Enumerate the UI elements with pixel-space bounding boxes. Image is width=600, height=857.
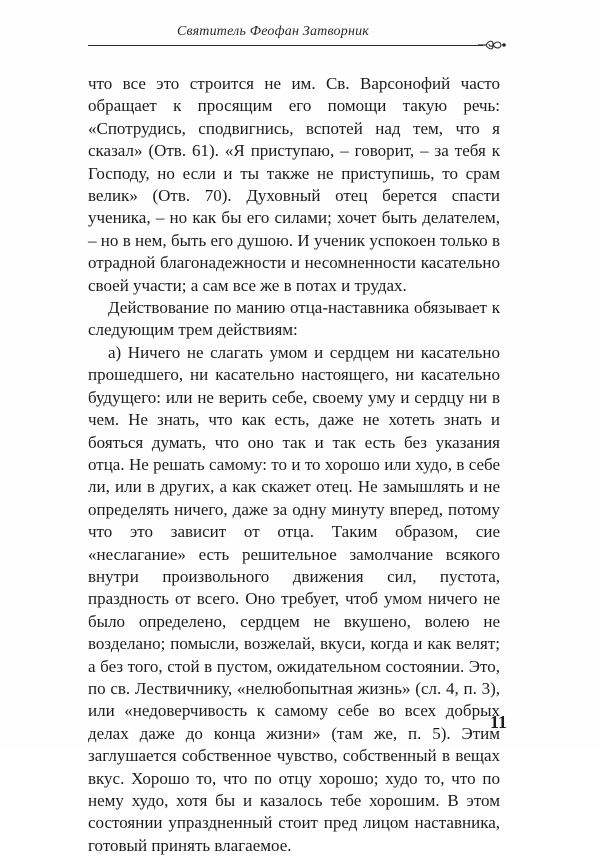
paragraph-2: Действование по манию отца-наставника обязывает к следующим трем действиям:: [88, 298, 500, 340]
body-text: [88, 73, 500, 857]
running-header: [88, 22, 513, 52]
paragraph-3: а) Ничего не слагать умом и сердцем ни касательно прошедшего, ни касательно настоящего, ни касательно будущего: или не верить себе, своему уму и сердцу ни в чем. Не знать, что как есть, даже не хотеть знать и бояться думать, что оно так и так есть без указания отца. Не решать самому: то и то хорошо или худо, в себе ли, или в других, а как скажет отец. Не замышлять и не определять ничего, даже за одну минуту вперед, потому что это зависит от отца. Таким образом, сие «неслагание» есть решительное замолчание всякого внутри произвольного движения сил, пустота, праздность от всего. Оно требует, чтоб умом ничего не было определено, сердцем не вкушено, волею не возделано; помысли, возжелай, вкуси, когда и как велят; а без того, стой в пустом, ожидательном состоянии. Это, по св. Лествичнику, «нелюбопытная жизнь» (сл. 4, п. 3), или «недоверчивость к самому себе во всех добрых делах даже до конца жизни» (там же, п. 5). Этим заглушается собственное чувство, собственный в вещах вкус. Хорошо то, что по отцу хорошо; худо то, что по нему худо, хотя бы и казалось тебе хорошим. В этом состоянии упраздненный стоит пред лицом наставника, готовый принять влагаемое.: [88, 342, 500, 855]
fleuron-icon: [478, 37, 508, 53]
page-number: 11: [489, 712, 507, 732]
running-title: Святитель Феофан Затворник: [176, 24, 370, 39]
paragraph-1: что все это строится не им. Св. Варсонофий часто обращает к просящим его помощи такую речь: «Спотрудись, сподвигнись, вспотей над тем, что я сказал» (Отв. 61). «Я приступаю, – говорит, – за тебя к Господу, но если и ты также не приступишь, то срам велик» (Отв. 70). Духовный отец берется спасти ученика, – но как бы его силами; хочет быть делателем, – но в нем, быть его душою. И ученик успокоен только в отрадной благонадежности и несомненности касательно своей участи; а сам все же в потах и трудах.: [88, 74, 500, 295]
header-rule: [88, 45, 483, 46]
